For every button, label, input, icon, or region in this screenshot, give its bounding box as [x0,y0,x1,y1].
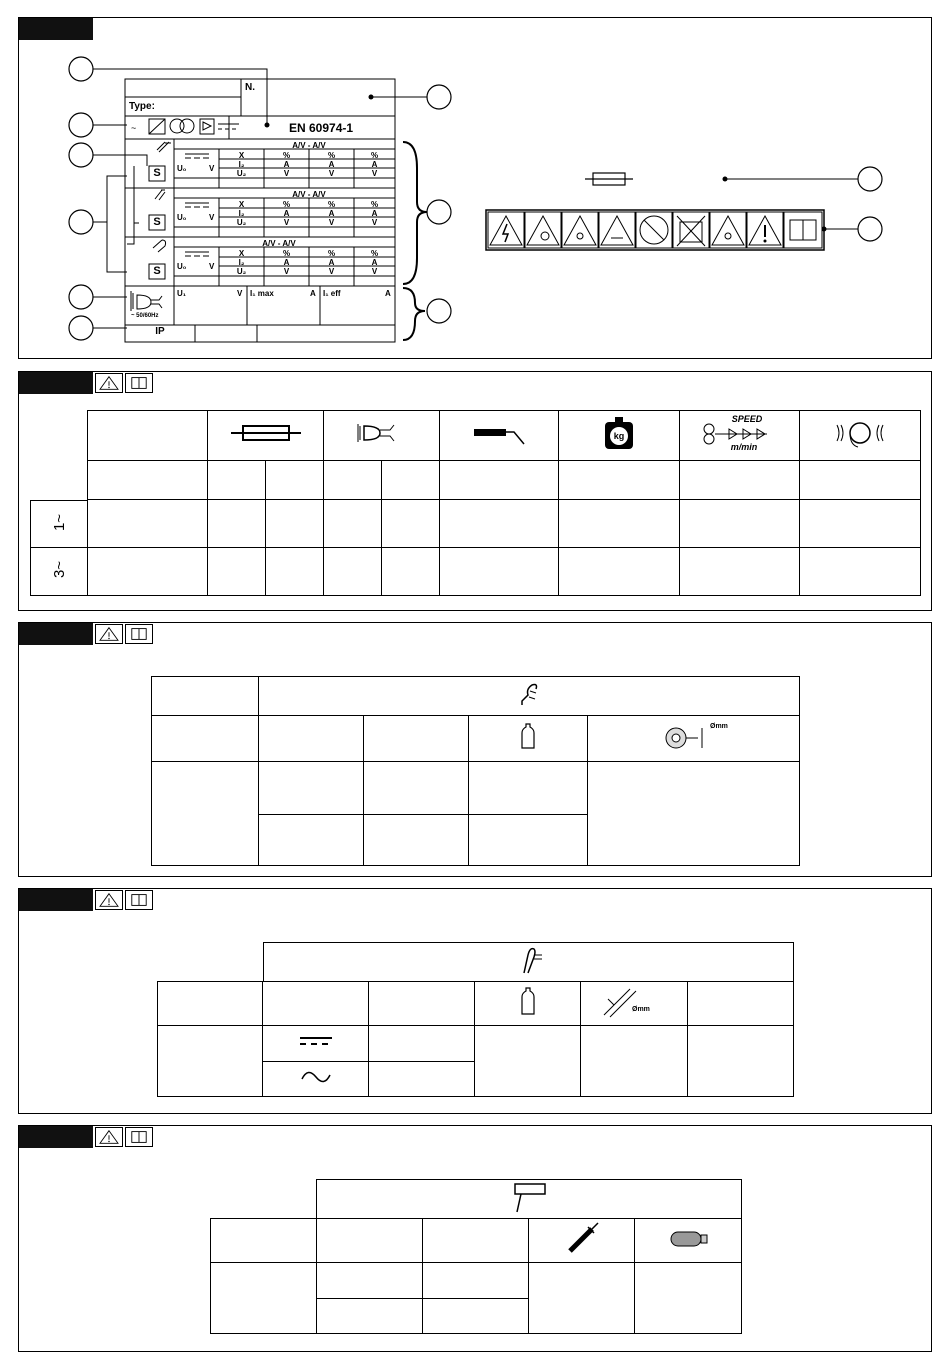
warning-icon [95,890,123,910]
empty-cell [635,1263,742,1334]
warning-icon [95,1127,123,1147]
empty-cell [88,500,208,548]
section-tab [19,372,93,394]
a-unit: A [385,289,391,298]
pct-unit: % [370,200,379,209]
empty-cell [363,815,469,866]
tab-icons [95,624,153,646]
empty-cell [439,500,559,548]
plate-standard: EN 60974-1 [289,121,354,135]
mma-holder-icon [509,1180,549,1214]
mig-torch-header [258,677,799,716]
empty-cell [679,500,800,548]
cylinder-product-icon [663,1226,713,1250]
empty-cell [381,461,439,500]
tig-torch-header [263,942,794,982]
kg-label: kg [613,431,625,441]
empty-cell [317,1299,423,1334]
empty-cell [266,548,324,596]
i1eff-label: I₁ eff [323,289,341,298]
plug-header [323,411,439,461]
x-label: X [238,151,245,160]
empty-cell [208,461,266,500]
tig-table [157,981,794,1097]
empty-cell [258,815,363,866]
empty-cell [369,1026,475,1062]
plug-icon [346,418,416,448]
empty-cell [588,762,800,866]
s-mark: S [153,265,161,277]
pct-unit: % [282,200,291,209]
mma-settings-panel [18,1125,932,1352]
empty-cell [679,548,800,596]
electrode-icon [594,983,674,1019]
tig-settings-panel [18,888,932,1114]
manual-icon [125,1127,153,1147]
coated-electrode-icon [562,1221,602,1255]
empty-cell [323,461,381,500]
empty-cell [208,500,266,548]
v-unit: V [209,262,215,271]
v-unit: V [237,289,243,298]
a-unit: A [328,209,335,218]
ip-label: IP [155,326,165,337]
empty-cell [475,1026,581,1097]
empty-cell [88,461,208,500]
cable-icon [464,418,534,448]
section-tab [19,623,93,645]
gas-cylinder-icon [518,985,538,1017]
mig-table [151,676,800,866]
speed-label: SPEED [732,414,763,424]
section-tab [19,1126,93,1148]
mig-torch-icon [514,679,544,709]
pct-unit: % [327,249,336,258]
gas-cylinder-icon [518,721,538,751]
empty-cell [369,982,475,1026]
sparks-warning-icon [562,212,598,248]
empty-cell [88,548,208,596]
empty-cell [800,500,921,548]
a-unit: A [310,289,316,298]
pct-unit: % [282,249,291,258]
empty-cell [800,461,921,500]
phase-cell-1 [30,500,87,548]
empty-cell [469,762,588,815]
electrode-dia-label: Ømm [632,1006,651,1013]
arc-rays-warning-icon [599,212,635,248]
a-unit: A [328,160,335,169]
tech-data-table [87,410,921,596]
electric-shock-warning-icon [488,212,524,248]
empty-cell [152,762,259,866]
gas-header [475,982,581,1026]
tab-icons [95,1127,153,1149]
speed-header [679,411,800,461]
empty-cell [381,548,439,596]
v-unit: V [328,169,335,178]
empty-cell [158,1026,263,1097]
pct-unit: % [282,151,291,160]
freq-label: ~ 50/60Hz [131,313,159,319]
i2-label: I₂ [238,258,245,267]
u1-label: U₁ [177,289,187,298]
warning-strip [19,18,933,360]
empty-cell [800,548,921,596]
av-header: A/V - A/V [292,190,326,199]
speed-unit: m/min [731,442,758,452]
empty-cell [262,982,368,1026]
electrode-header [529,1219,635,1263]
empty-cell [559,500,679,548]
empty-cell [559,461,679,500]
empty-cell [529,1263,635,1334]
empty-cell [559,548,679,596]
u2-label: U₂ [236,169,247,178]
empty-cell [323,500,381,548]
fuse-icon [585,173,633,185]
a-unit: A [283,209,290,218]
empty-cell [323,548,381,596]
fumes-warning-icon [525,212,561,248]
no-disposal-icon [673,212,709,248]
fuse-icon [221,418,311,448]
i2-label: I₂ [238,209,245,218]
v-unit: V [283,267,290,276]
pct-unit: % [370,249,379,258]
fuse-header [208,411,324,461]
warning-icon [95,624,123,644]
v-unit: V [209,213,215,222]
empty-cell [363,762,469,815]
tab-icons [95,890,153,912]
freq-value: 50/60Hz [136,313,159,319]
empty-cell [88,411,208,461]
v-unit: V [328,267,335,276]
empty-cell [211,1219,317,1263]
u2-label: U₂ [236,267,247,276]
a-unit: A [283,160,290,169]
empty-cell [211,1263,317,1334]
a-unit: A [371,160,378,169]
rating-plate-panel [18,17,932,359]
empty-cell [258,716,363,762]
technical-data-panel [18,371,932,611]
wire-speed-icon [699,412,779,454]
weight-header [559,411,679,461]
v-unit: V [328,218,335,227]
v-unit: V [283,169,290,178]
v-unit: V [283,218,290,227]
u2-label: U₂ [236,218,247,227]
empty-cell [423,1263,529,1299]
noise-icon [825,415,895,451]
pct-unit: % [327,200,336,209]
empty-cell [369,1062,475,1097]
s-mark: S [153,216,161,228]
read-manual-icon [784,212,822,248]
empty-cell [258,762,363,815]
wire-spool-icon [654,716,734,756]
gas-header [469,716,588,762]
empty-cell [581,1026,688,1097]
electrode-header [581,982,688,1026]
phase-3-label: 3~ [51,560,69,579]
x-label: X [238,200,245,209]
manual-icon [125,373,153,393]
pct-unit: % [327,151,336,160]
u0-label: U₀ [177,213,187,222]
empty-cell [208,548,266,596]
empty-cell [152,677,259,716]
v-unit: V [209,164,215,173]
dc-icon [296,1033,336,1049]
empty-cell [266,500,324,548]
x-label: X [238,249,245,258]
empty-cell [317,1263,423,1299]
v-unit: V [371,218,378,227]
phase-1-label: 1~ [51,513,69,532]
wire-dia-label: Ømm [709,723,728,730]
u0-label: U₀ [177,262,187,271]
empty-cell [158,982,263,1026]
s-mark: S [153,167,161,179]
empty-cell [266,461,324,500]
noise-header [800,411,921,461]
empty-cell [423,1219,529,1263]
emf-warning-icon [710,212,746,248]
fume-header [635,1219,742,1263]
empty-cell [363,716,469,762]
empty-cell [679,461,800,500]
mma-table [210,1218,742,1334]
pct-unit: % [370,151,379,160]
a-unit: A [371,209,378,218]
general-warning-icon [747,212,783,248]
manual-icon [125,624,153,644]
a-unit: A [371,258,378,267]
mig-settings-panel [18,622,932,877]
tig-torch-icon [514,943,544,977]
mma-holder-header [316,1179,742,1219]
manual-icon [125,890,153,910]
ac-icon [298,1067,334,1087]
v-unit: V [371,267,378,276]
a-unit: A [283,258,290,267]
dc-cell [262,1026,368,1062]
weight-icon [599,415,639,451]
u0-label: U₀ [177,164,187,173]
empty-cell [423,1299,529,1334]
empty-cell [688,1026,794,1097]
empty-cell [439,461,559,500]
empty-cell [152,716,259,762]
empty-cell [317,1219,423,1263]
i1max-label: I₁ max [250,289,274,298]
plate-type-label: Type: [129,101,155,112]
warning-icon [95,373,123,393]
phase-cell-3 [30,548,87,596]
cable-header [439,411,559,461]
wire-header [588,716,800,762]
empty-cell [381,500,439,548]
empty-cell [688,982,794,1026]
tab-icons [95,373,153,395]
av-header: A/V - A/V [292,141,326,150]
i2-label: I₂ [238,160,245,169]
ac-cell [262,1062,368,1097]
pacemaker-prohibited-icon [636,212,672,248]
svg-text:~: ~ [131,123,137,133]
plate-number-label: N. [245,82,255,93]
a-unit: A [328,258,335,267]
empty-cell [469,815,588,866]
empty-cell [439,548,559,596]
av-header: A/V - A/V [262,239,296,248]
v-unit: V [371,169,378,178]
section-tab [19,889,93,911]
